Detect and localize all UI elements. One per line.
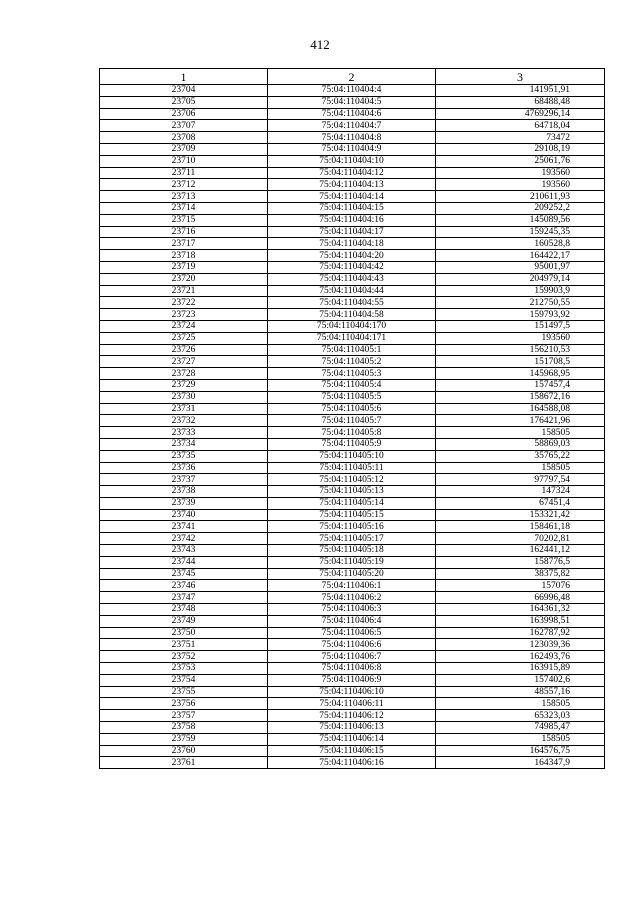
cadastral-number-cell: 75:04:110404:43 xyxy=(268,273,436,285)
table-row xyxy=(100,85,605,97)
row-number-cell: 23738 xyxy=(100,486,268,498)
cadastral-number-cell: 75:04:110406:8 xyxy=(268,663,436,675)
table-row xyxy=(100,226,605,238)
row-number-cell: 23747 xyxy=(100,592,268,604)
value-cell: 162493,76 xyxy=(436,651,605,663)
value-cell: 4769296,14 xyxy=(436,108,605,120)
row-number-cell: 23720 xyxy=(100,273,268,285)
table-row xyxy=(100,297,605,309)
row-number-cell: 23708 xyxy=(100,132,268,144)
value-cell: 164347,9 xyxy=(436,757,605,769)
table-row xyxy=(100,450,605,462)
value-cell: 158505 xyxy=(436,462,605,474)
row-number-cell: 23745 xyxy=(100,568,268,580)
value-cell: 212750,55 xyxy=(436,297,605,309)
table-row xyxy=(100,686,605,698)
table-row xyxy=(100,320,605,332)
column-header-3: 3 xyxy=(436,69,605,85)
table-row xyxy=(100,710,605,722)
value-cell: 157076 xyxy=(436,580,605,592)
cadastral-number-cell: 75:04:110405:20 xyxy=(268,568,436,580)
value-cell: 25061,76 xyxy=(436,155,605,167)
row-number-cell: 23715 xyxy=(100,214,268,226)
row-number-cell: 23739 xyxy=(100,497,268,509)
value-cell: 58869,03 xyxy=(436,438,605,450)
table-row xyxy=(100,533,605,545)
cadastral-number-cell: 75:04:110404:17 xyxy=(268,226,436,238)
value-cell: 159245,35 xyxy=(436,226,605,238)
row-number-cell: 23704 xyxy=(100,85,268,97)
table-row xyxy=(100,108,605,120)
cadastral-number-cell: 75:04:110405:5 xyxy=(268,391,436,403)
cadastral-number-cell: 75:04:110404:13 xyxy=(268,179,436,191)
value-cell: 160528,8 xyxy=(436,238,605,250)
cadastral-number-cell: 75:04:110405:10 xyxy=(268,450,436,462)
row-number-cell: 23750 xyxy=(100,627,268,639)
table-row xyxy=(100,309,605,321)
value-cell: 145968,95 xyxy=(436,368,605,380)
value-cell: 210611,93 xyxy=(436,191,605,203)
table-row xyxy=(100,486,605,498)
value-cell: 156210,53 xyxy=(436,344,605,356)
row-number-cell: 23735 xyxy=(100,450,268,462)
cadastral-number-cell: 75:04:110405:8 xyxy=(268,427,436,439)
cadastral-number-cell: 75:04:110405:16 xyxy=(268,521,436,533)
row-number-cell: 23722 xyxy=(100,297,268,309)
row-number-cell: 23742 xyxy=(100,533,268,545)
value-cell: 176421,96 xyxy=(436,415,605,427)
row-number-cell: 23753 xyxy=(100,663,268,675)
table-row xyxy=(100,674,605,686)
table-row xyxy=(100,415,605,427)
table-row xyxy=(100,155,605,167)
cadastral-number-cell: 75:04:110406:9 xyxy=(268,674,436,686)
value-cell: 162441,12 xyxy=(436,545,605,557)
table-row xyxy=(100,285,605,297)
cadastral-number-cell: 75:04:110406:13 xyxy=(268,722,436,734)
value-cell: 158776,5 xyxy=(436,556,605,568)
cadastral-number-cell: 75:04:110404:10 xyxy=(268,155,436,167)
cadastral-number-cell: 75:04:110404:8 xyxy=(268,132,436,144)
value-cell: 157402,6 xyxy=(436,674,605,686)
value-cell: 158461,18 xyxy=(436,521,605,533)
cadastral-number-cell: 75:04:110404:20 xyxy=(268,250,436,262)
cadastral-number-cell: 75:04:110406:1 xyxy=(268,580,436,592)
row-number-cell: 23751 xyxy=(100,639,268,651)
table-row xyxy=(100,462,605,474)
value-cell: 159793,92 xyxy=(436,309,605,321)
table-row xyxy=(100,580,605,592)
value-cell: 164588,08 xyxy=(436,403,605,415)
value-cell: 145089,56 xyxy=(436,214,605,226)
value-cell: 64718,04 xyxy=(436,120,605,132)
cadastral-number-cell: 75:04:110405:12 xyxy=(268,474,436,486)
value-cell: 193560 xyxy=(436,332,605,344)
value-cell: 153321,42 xyxy=(436,509,605,521)
row-number-cell: 23756 xyxy=(100,698,268,710)
row-number-cell: 23717 xyxy=(100,238,268,250)
table-row xyxy=(100,556,605,568)
value-cell: 158505 xyxy=(436,698,605,710)
row-number-cell: 23728 xyxy=(100,368,268,380)
table-row xyxy=(100,438,605,450)
row-number-cell: 23757 xyxy=(100,710,268,722)
row-number-cell: 23744 xyxy=(100,556,268,568)
cadastral-number-cell: 75:04:110405:9 xyxy=(268,438,436,450)
cadastral-number-cell: 75:04:110404:44 xyxy=(268,285,436,297)
value-cell: 158505 xyxy=(436,427,605,439)
cadastral-number-cell: 75:04:110406:14 xyxy=(268,733,436,745)
cadastral-number-cell: 75:04:110404:58 xyxy=(268,309,436,321)
row-number-cell: 23760 xyxy=(100,745,268,757)
cadastral-number-cell: 75:04:110405:18 xyxy=(268,545,436,557)
table-row xyxy=(100,627,605,639)
value-cell: 163998,51 xyxy=(436,615,605,627)
row-number-cell: 23716 xyxy=(100,226,268,238)
table-row xyxy=(100,722,605,734)
table-row xyxy=(100,651,605,663)
table-row xyxy=(100,344,605,356)
cadastral-number-cell: 75:04:110406:3 xyxy=(268,604,436,616)
cadastral-number-cell: 75:04:110404:171 xyxy=(268,332,436,344)
cadastral-number-cell: 75:04:110404:18 xyxy=(268,238,436,250)
table-row xyxy=(100,368,605,380)
cadastral-number-cell: 75:04:110405:14 xyxy=(268,497,436,509)
cadastral-number-cell: 75:04:110405:13 xyxy=(268,486,436,498)
cadastral-number-cell: 75:04:110405:3 xyxy=(268,368,436,380)
header-row xyxy=(100,69,605,85)
row-number-cell: 23721 xyxy=(100,285,268,297)
value-cell: 209252,2 xyxy=(436,202,605,214)
cadastral-number-cell: 75:04:110405:15 xyxy=(268,509,436,521)
row-number-cell: 23706 xyxy=(100,108,268,120)
value-cell: 35765,22 xyxy=(436,450,605,462)
table-row xyxy=(100,143,605,155)
row-number-cell: 23733 xyxy=(100,427,268,439)
table-row xyxy=(100,615,605,627)
table-row xyxy=(100,604,605,616)
cadastral-number-cell: 75:04:110406:12 xyxy=(268,710,436,722)
table-row xyxy=(100,663,605,675)
table-row xyxy=(100,568,605,580)
value-cell: 68488,48 xyxy=(436,96,605,108)
value-cell: 141951,91 xyxy=(436,85,605,97)
row-number-cell: 23718 xyxy=(100,250,268,262)
value-cell: 70202,81 xyxy=(436,533,605,545)
value-cell: 147324 xyxy=(436,486,605,498)
row-number-cell: 23737 xyxy=(100,474,268,486)
row-number-cell: 23746 xyxy=(100,580,268,592)
row-number-cell: 23726 xyxy=(100,344,268,356)
table-row xyxy=(100,273,605,285)
table-row xyxy=(100,238,605,250)
row-number-cell: 23749 xyxy=(100,615,268,627)
value-cell: 123039,36 xyxy=(436,639,605,651)
table-row xyxy=(100,167,605,179)
cadastral-number-cell: 75:04:110404:42 xyxy=(268,261,436,273)
table-row xyxy=(100,474,605,486)
cadastral-number-cell: 75:04:110406:10 xyxy=(268,686,436,698)
table-row xyxy=(100,250,605,262)
value-cell: 164361,32 xyxy=(436,604,605,616)
row-number-cell: 23740 xyxy=(100,509,268,521)
table-row xyxy=(100,497,605,509)
row-number-cell: 23724 xyxy=(100,320,268,332)
cadastral-number-cell: 75:04:110404:16 xyxy=(268,214,436,226)
row-number-cell: 23719 xyxy=(100,261,268,273)
cadastral-number-cell: 75:04:110406:4 xyxy=(268,615,436,627)
cadastral-number-cell: 75:04:110405:11 xyxy=(268,462,436,474)
value-cell: 38375,82 xyxy=(436,568,605,580)
table-row xyxy=(100,120,605,132)
row-number-cell: 23732 xyxy=(100,415,268,427)
cadastral-number-cell: 75:04:110405:17 xyxy=(268,533,436,545)
table-row xyxy=(100,733,605,745)
table-row xyxy=(100,403,605,415)
row-number-cell: 23709 xyxy=(100,143,268,155)
value-cell: 151497,5 xyxy=(436,320,605,332)
cadastral-number-cell: 75:04:110404:7 xyxy=(268,120,436,132)
column-header-1: 1 xyxy=(100,69,268,85)
row-number-cell: 23714 xyxy=(100,202,268,214)
cadastral-number-cell: 75:04:110404:14 xyxy=(268,191,436,203)
row-number-cell: 23752 xyxy=(100,651,268,663)
row-number-cell: 23741 xyxy=(100,521,268,533)
cadastral-number-cell: 75:04:110404:9 xyxy=(268,143,436,155)
row-number-cell: 23734 xyxy=(100,438,268,450)
table-row xyxy=(100,509,605,521)
value-cell: 204979,14 xyxy=(436,273,605,285)
value-cell: 95001,97 xyxy=(436,261,605,273)
value-cell: 157457,4 xyxy=(436,379,605,391)
value-cell: 48557,16 xyxy=(436,686,605,698)
cadastral-number-cell: 75:04:110406:16 xyxy=(268,757,436,769)
row-number-cell: 23758 xyxy=(100,722,268,734)
row-number-cell: 23713 xyxy=(100,191,268,203)
cadastral-number-cell: 75:04:110405:1 xyxy=(268,344,436,356)
table-row xyxy=(100,757,605,769)
value-cell: 162787,92 xyxy=(436,627,605,639)
cadastral-number-cell: 75:04:110404:4 xyxy=(268,85,436,97)
row-number-cell: 23727 xyxy=(100,356,268,368)
table-row xyxy=(100,379,605,391)
value-cell: 65323,03 xyxy=(436,710,605,722)
cadastral-number-cell: 75:04:110406:11 xyxy=(268,698,436,710)
cadastral-number-cell: 75:04:110406:2 xyxy=(268,592,436,604)
table-row xyxy=(100,202,605,214)
row-number-cell: 23761 xyxy=(100,757,268,769)
cadastral-number-cell: 75:04:110405:2 xyxy=(268,356,436,368)
cadastral-number-cell: 75:04:110404:15 xyxy=(268,202,436,214)
row-number-cell: 23754 xyxy=(100,674,268,686)
row-number-cell: 23710 xyxy=(100,155,268,167)
value-cell: 158505 xyxy=(436,733,605,745)
value-cell: 164576,75 xyxy=(436,745,605,757)
table-row xyxy=(100,191,605,203)
row-number-cell: 23711 xyxy=(100,167,268,179)
row-number-cell: 23730 xyxy=(100,391,268,403)
value-cell: 151708,5 xyxy=(436,356,605,368)
value-cell: 158672,16 xyxy=(436,391,605,403)
table-row xyxy=(100,545,605,557)
value-cell: 73472 xyxy=(436,132,605,144)
cadastral-number-cell: 75:04:110406:6 xyxy=(268,639,436,651)
table-row xyxy=(100,745,605,757)
row-number-cell: 23707 xyxy=(100,120,268,132)
value-cell: 74985,47 xyxy=(436,722,605,734)
row-number-cell: 23731 xyxy=(100,403,268,415)
table-body xyxy=(100,85,605,769)
row-number-cell: 23705 xyxy=(100,96,268,108)
table-row xyxy=(100,214,605,226)
row-number-cell: 23755 xyxy=(100,686,268,698)
row-number-cell: 23723 xyxy=(100,309,268,321)
row-number-cell: 23712 xyxy=(100,179,268,191)
value-cell: 66996,48 xyxy=(436,592,605,604)
table-row xyxy=(100,521,605,533)
table-row xyxy=(100,261,605,273)
table-row xyxy=(100,332,605,344)
value-cell: 193560 xyxy=(436,179,605,191)
row-number-cell: 23725 xyxy=(100,332,268,344)
cadastral-number-cell: 75:04:110404:6 xyxy=(268,108,436,120)
value-cell: 97797,54 xyxy=(436,474,605,486)
cadastral-number-cell: 75:04:110405:19 xyxy=(268,556,436,568)
table-row xyxy=(100,427,605,439)
page-number: 412 xyxy=(310,37,330,52)
table-row xyxy=(100,132,605,144)
value-cell: 67451,4 xyxy=(436,497,605,509)
table-row xyxy=(100,639,605,651)
value-cell: 193560 xyxy=(436,167,605,179)
row-number-cell: 23729 xyxy=(100,379,268,391)
cadastral-number-cell: 75:04:110405:6 xyxy=(268,403,436,415)
row-number-cell: 23759 xyxy=(100,733,268,745)
column-header-2: 2 xyxy=(268,69,436,85)
row-number-cell: 23743 xyxy=(100,545,268,557)
table-header xyxy=(100,69,605,85)
value-cell: 164422,17 xyxy=(436,250,605,262)
cadastral-number-cell: 75:04:110405:7 xyxy=(268,415,436,427)
cadastral-number-cell: 75:04:110404:5 xyxy=(268,96,436,108)
cadastral-number-cell: 75:04:110404:12 xyxy=(268,167,436,179)
cadastral-number-cell: 75:04:110405:4 xyxy=(268,379,436,391)
cadastral-number-cell: 75:04:110404:55 xyxy=(268,297,436,309)
row-number-cell: 23736 xyxy=(100,462,268,474)
table-row xyxy=(100,356,605,368)
table-row xyxy=(100,179,605,191)
table-row xyxy=(100,391,605,403)
value-cell: 163915,89 xyxy=(436,663,605,675)
table-row xyxy=(100,698,605,710)
value-cell: 29108,19 xyxy=(436,143,605,155)
cadastral-number-cell: 75:04:110406:15 xyxy=(268,745,436,757)
row-number-cell: 23748 xyxy=(100,604,268,616)
cadastral-number-cell: 75:04:110406:7 xyxy=(268,651,436,663)
value-cell: 159903,9 xyxy=(436,285,605,297)
table-row xyxy=(100,96,605,108)
table-row xyxy=(100,592,605,604)
cadastral-number-cell: 75:04:110404:170 xyxy=(268,320,436,332)
cadastral-number-cell: 75:04:110406:5 xyxy=(268,627,436,639)
data-table xyxy=(99,68,605,769)
